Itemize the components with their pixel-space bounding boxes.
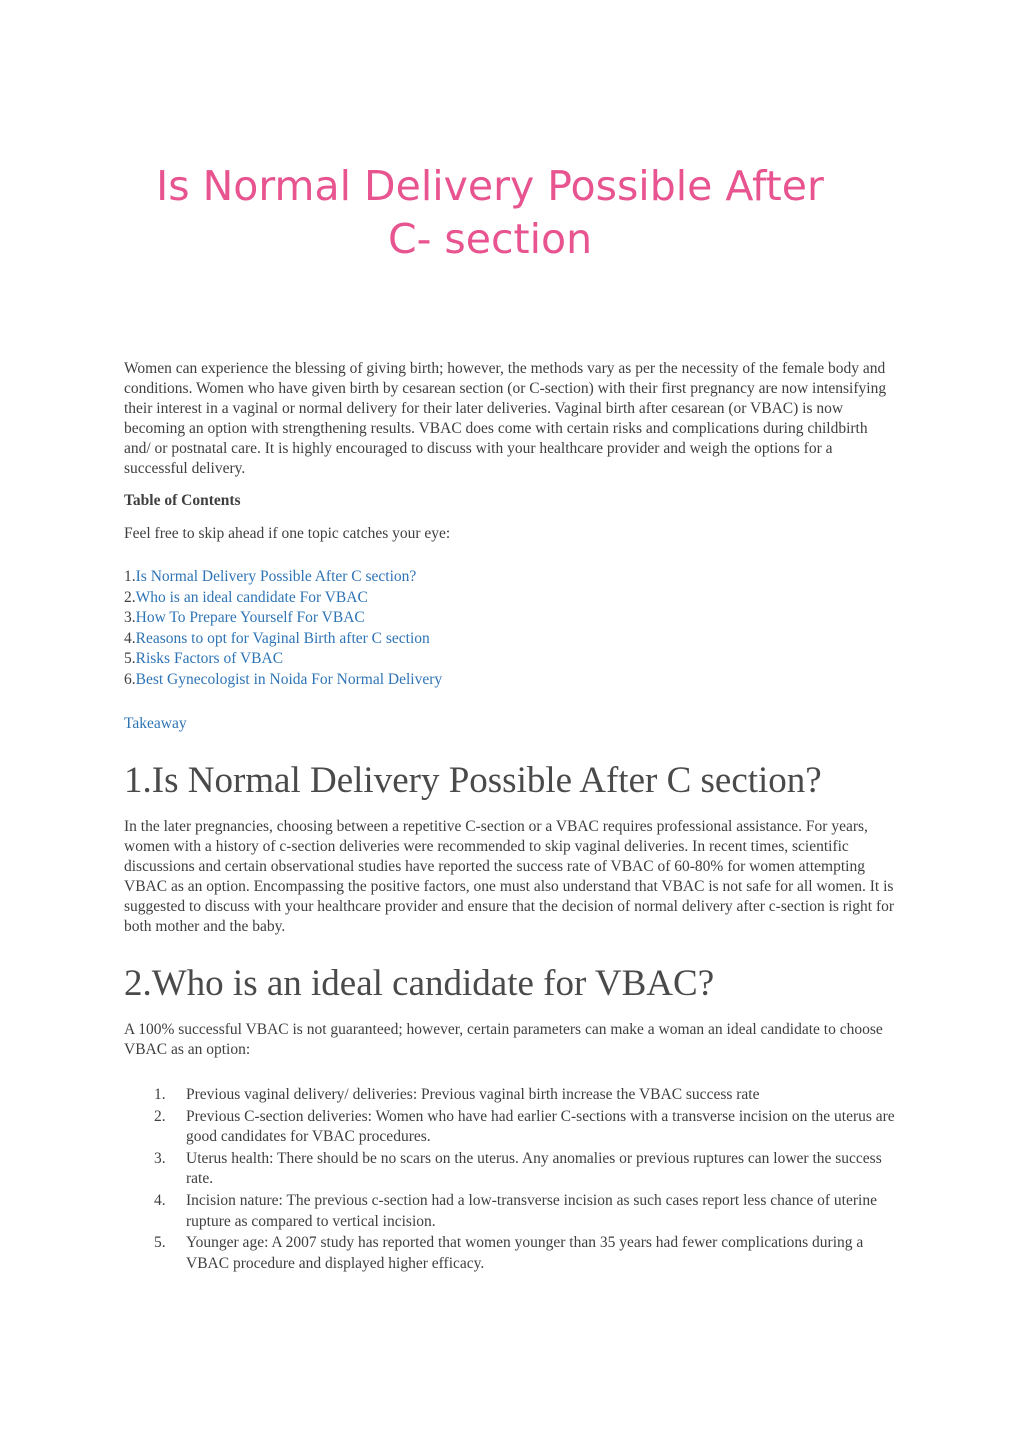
- toc-item: [124, 588, 442, 609]
- toc-item: [124, 629, 442, 650]
- toc-note: Feel free to skip ahead if one topic catches your eye:: [124, 525, 451, 542]
- toc-item: [124, 608, 442, 629]
- list-item-text: Previous C-section deliveries: Women who have had earlier C-sections with a transverse incision on the uterus are good candidates for VBAC procedures.: [186, 1107, 895, 1146]
- toc-item: [124, 670, 442, 691]
- list-item: [124, 1233, 896, 1274]
- toc-item: [124, 649, 442, 670]
- toc-item-number: 5.: [124, 650, 136, 668]
- vbac-criteria-list: [124, 1085, 896, 1275]
- toc-link-risk-factors[interactable]: Risks Factors of VBAC: [135, 650, 284, 668]
- list-item-text: Younger age: A 2007 study has reported that women younger than 35 years had fewer complications during a VBAC procedure and displayed higher efficacy.: [186, 1234, 864, 1272]
- toc-item-number: 2.: [124, 588, 136, 606]
- list-item-number: 5.: [154, 1234, 166, 1252]
- toc-link-ideal-candidate[interactable]: Who is an ideal candidate For VBAC: [135, 588, 368, 606]
- toc-item-number: 1.: [124, 568, 136, 585]
- toc-item-number: 6.: [124, 670, 136, 688]
- intro-paragraph: Women can experience the blessing of giving birth; however, the methods vary as per the necessity of the female body and conditions. Women who have given birth by cesarean section (or C-section) with their first pregnancy are now intensifying their interest in a vaginal or normal delivery for their later deliveries. Vaginal birth after cesarean (or VBAC) is now becoming an option with strengthening results. VBAC does come with certain risks and complications during childbirth and/ or postnatal care. It is highly encouraged to discuss with your healthcare provider and weigh the options for a successful delivery.: [124, 360, 887, 477]
- list-item: [124, 1085, 896, 1106]
- list-item: [124, 1191, 896, 1232]
- toc-link-best-gynecologist[interactable]: Best Gynecologist in Noida For Normal Delivery: [135, 670, 443, 688]
- list-item-number: 2.: [154, 1107, 166, 1125]
- toc-link-prepare[interactable]: How To Prepare Yourself For VBAC: [135, 609, 365, 627]
- toc-link-normal-delivery[interactable]: Is Normal Delivery Possible After C section?: [135, 568, 417, 585]
- toc-item-number: 4.: [124, 629, 136, 647]
- toc-item: [124, 567, 442, 588]
- toc-heading: Table of Contents: [124, 492, 241, 509]
- section-1-heading: 1.Is Normal Delivery Possible After C section?: [124, 760, 822, 801]
- toc-item-number: 3.: [124, 609, 136, 627]
- section-1-paragraph: In the later pregnancies, choosing between a repetitive C-section or a VBAC requires professional assistance. For years, women with a history of c-section deliveries were recommended to skip vaginal deliveries. In recent times, scientific discussions and certain observational studies have reported the success rate of VBAC of 60-80% for women attempting VBAC as an option. Encompassing the positive factors, one must also understand that VBAC is not safe for all women. It is suggested to discuss with your healthcare provider and ensure that the decision of normal delivery after c-section is right for both mother and the baby.: [124, 818, 895, 935]
- toc-link-reasons[interactable]: Reasons to opt for Vaginal Birth after C section: [135, 629, 430, 647]
- table-of-contents: [124, 567, 442, 691]
- list-item-text: Uterus health: There should be no scars on the uterus. Any anomalies or previous ruptures can lower the success rate.: [186, 1149, 882, 1188]
- list-item-text: Previous vaginal delivery/ deliveries: Previous vaginal birth increase the VBAC success rate: [186, 1086, 760, 1103]
- list-item-number: 3.: [154, 1149, 166, 1167]
- section-2-paragraph: A 100% successful VBAC is not guaranteed; however, certain parameters can make a woman an ideal candidate to choose VBAC as an option:: [124, 1021, 883, 1058]
- list-item: [124, 1107, 896, 1148]
- section-2-heading: 2.Who is an ideal candidate for VBAC?: [124, 963, 715, 1004]
- list-item-text: Incision nature: The previous c-section had a low-transverse incision as such cases report less chance of uterine rupture as compared to vertical incision.: [186, 1191, 877, 1230]
- page-title-line-1: Is Normal Delivery Possible After: [156, 162, 824, 210]
- list-item: [124, 1149, 896, 1190]
- page-title-line-2: C- section: [387, 215, 593, 263]
- toc-link-takeaway[interactable]: Takeaway: [124, 715, 187, 732]
- list-item-number: 4.: [154, 1191, 166, 1209]
- list-item-number: 1.: [154, 1086, 166, 1103]
